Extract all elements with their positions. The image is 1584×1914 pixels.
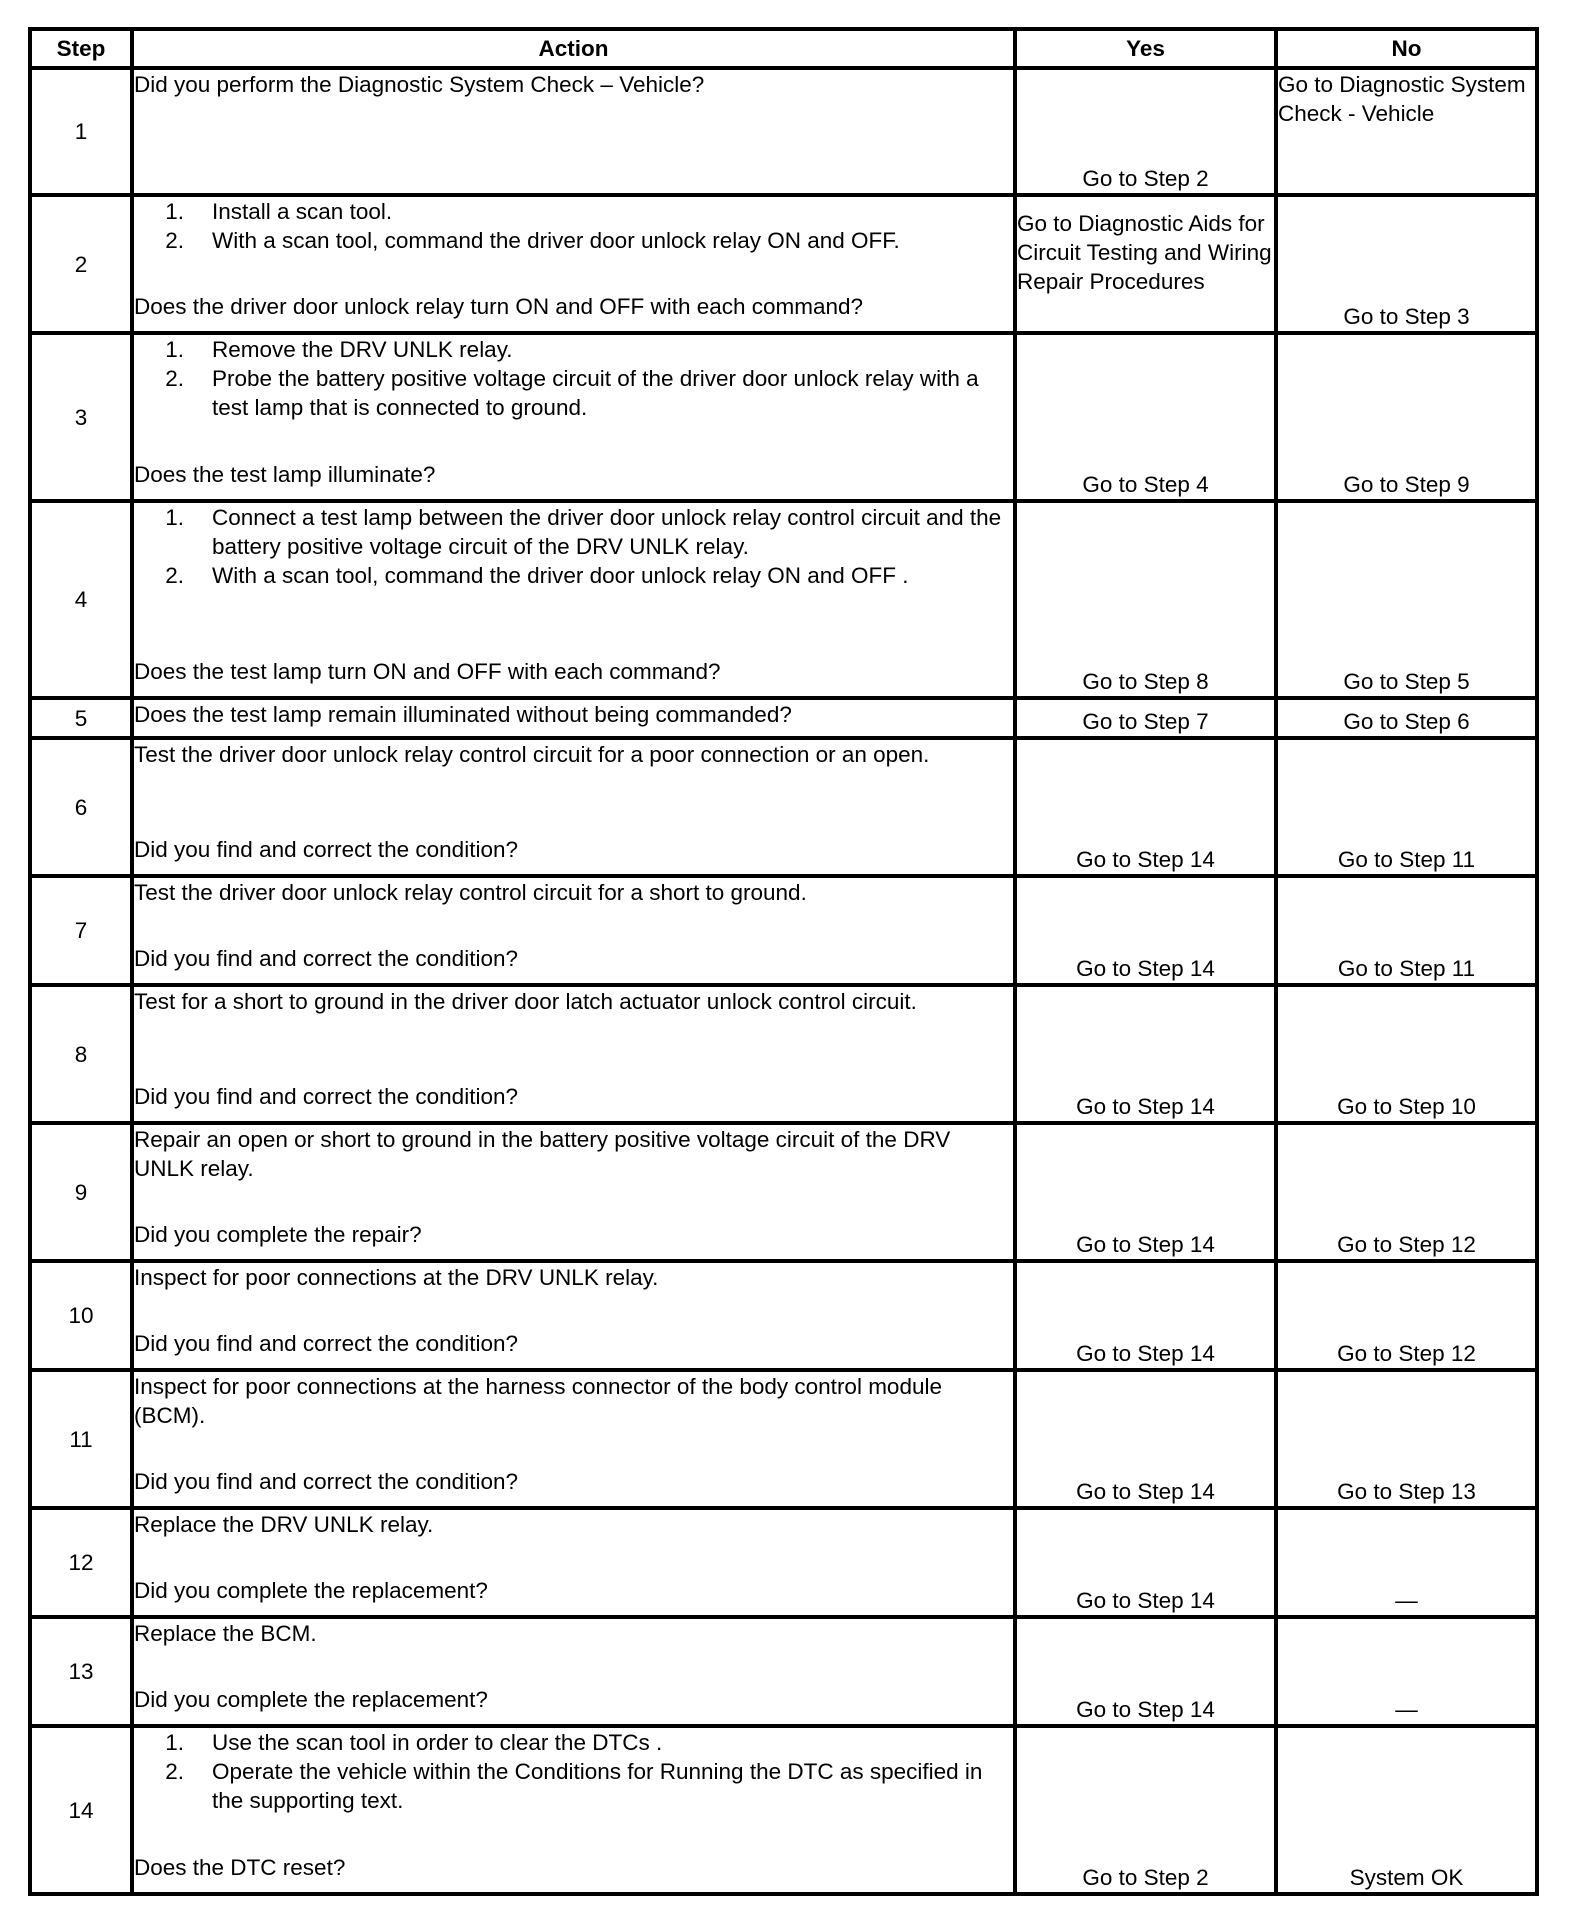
action-text: Test the driver door unlock relay control circuit for a short to ground. (134, 880, 807, 905)
no-answer: Go to Step 6 (1276, 698, 1537, 738)
list-item-text: Probe the battery positive voltage circuit of the driver door unlock relay with a test lamp that is connected to ground. (212, 366, 979, 420)
action-cell (132, 1123, 1015, 1261)
step-number: 12 (30, 1508, 132, 1617)
list-item-text: Use the scan tool in order to clear the DTCs . (212, 1730, 663, 1755)
step-number: 6 (30, 738, 132, 876)
step-number: 10 (30, 1261, 132, 1370)
action-cell (132, 333, 1015, 501)
list-item-text: Operate the vehicle within the Conditions for Running the DTC as specified in the supporting text. (212, 1759, 983, 1813)
list-item-text: Remove the DRV UNLK relay. (212, 337, 513, 362)
no-answer: Go to Step 10 (1276, 985, 1537, 1123)
numbered-list (134, 335, 1013, 422)
header-no: No (1276, 29, 1537, 68)
action-cell (132, 738, 1015, 876)
action-text: Repair an open or short to ground in the battery positive voltage circuit of the DRV UNLK relay. (134, 1127, 951, 1181)
header-yes: Yes (1015, 29, 1276, 68)
action-question: Does the DTC reset? (134, 1855, 346, 1880)
no-answer: Go to Step 11 (1276, 738, 1537, 876)
list-item-number: 1. (165, 1730, 184, 1755)
step-number: 3 (30, 333, 132, 501)
yes-answer: Go to Step 2 (1015, 1726, 1276, 1894)
action-question: Did you complete the replacement? (134, 1578, 488, 1603)
numbered-list (134, 1728, 1013, 1815)
yes-answer: Go to Step 4 (1015, 333, 1276, 501)
step-number: 4 (30, 501, 132, 698)
yes-answer: Go to Step 7 (1015, 698, 1276, 738)
table-row (30, 985, 1537, 1123)
yes-answer: Go to Step 14 (1015, 1617, 1276, 1726)
action-cell (132, 1261, 1015, 1370)
action-cell (132, 985, 1015, 1123)
list-item-text: With a scan tool, command the driver door unlock relay ON and OFF . (212, 563, 909, 588)
header-action: Action (132, 29, 1015, 68)
table-row (30, 1123, 1537, 1261)
yes-answer: Go to Step 14 (1015, 1370, 1276, 1508)
no-answer: System OK (1276, 1726, 1537, 1894)
action-cell (132, 1617, 1015, 1726)
table-row (30, 195, 1537, 333)
table-row (30, 1261, 1537, 1370)
action-cell (132, 698, 1015, 738)
header-row (30, 29, 1537, 68)
diagnostic-table (28, 27, 1539, 1896)
yes-answer: Go to Step 14 (1015, 1508, 1276, 1617)
list-item-number: 2. (165, 563, 184, 588)
yes-answer: Go to Step 14 (1015, 985, 1276, 1123)
list-item (134, 335, 1013, 364)
action-text: Test for a short to ground in the driver door latch actuator unlock control circuit. (134, 989, 917, 1014)
yes-answer: Go to Step 14 (1015, 1123, 1276, 1261)
list-item-number: 1. (165, 337, 184, 362)
action-text: Did you perform the Diagnostic System Check – Vehicle? (134, 72, 705, 97)
no-answer: — (1276, 1508, 1537, 1617)
no-answer: Go to Step 5 (1276, 501, 1537, 698)
table-row (30, 1508, 1537, 1617)
action-cell (132, 195, 1015, 333)
yes-answer: Go to Step 14 (1015, 1261, 1276, 1370)
table-row (30, 738, 1537, 876)
numbered-list (134, 197, 1013, 255)
action-question: Did you complete the repair? (134, 1222, 422, 1247)
numbered-list (134, 503, 1013, 590)
step-number: 1 (30, 68, 132, 195)
list-item-number: 2. (165, 366, 184, 391)
list-item-number: 1. (165, 505, 184, 530)
list-item (134, 1757, 1013, 1815)
action-question: Did you find and correct the condition? (134, 837, 518, 862)
step-number: 11 (30, 1370, 132, 1508)
step-number: 9 (30, 1123, 132, 1261)
action-cell (132, 68, 1015, 195)
header-step: Step (30, 29, 132, 68)
action-question: Does the driver door unlock relay turn ON and OFF with each command? (134, 294, 864, 319)
list-item-text: With a scan tool, command the driver door unlock relay ON and OFF. (212, 228, 900, 253)
action-cell (132, 1726, 1015, 1894)
table-row (30, 1726, 1537, 1894)
list-item-text: Install a scan tool. (212, 199, 393, 224)
action-cell (132, 1370, 1015, 1508)
list-item-number: 1. (165, 199, 184, 224)
no-answer: Go to Step 13 (1276, 1370, 1537, 1508)
no-answer: Go to Step 12 (1276, 1123, 1537, 1261)
action-cell (132, 876, 1015, 985)
action-question: Did you complete the replacement? (134, 1687, 488, 1712)
step-number: 2 (30, 195, 132, 333)
step-number: 7 (30, 876, 132, 985)
no-answer: — (1276, 1617, 1537, 1726)
list-item-number: 2. (165, 228, 184, 253)
action-question: Did you find and correct the condition? (134, 1469, 518, 1494)
action-text: Replace the BCM. (134, 1621, 317, 1646)
action-question: Does the test lamp turn ON and OFF with each command? (134, 659, 721, 684)
list-item (134, 561, 1013, 590)
step-number: 13 (30, 1617, 132, 1726)
action-cell (132, 1508, 1015, 1617)
action-text: Replace the DRV UNLK relay. (134, 1512, 434, 1537)
action-question: Did you find and correct the condition? (134, 1084, 518, 1109)
list-item (134, 503, 1013, 561)
action-text: Inspect for poor connections at the DRV UNLK relay. (134, 1265, 659, 1290)
action-cell (132, 501, 1015, 698)
list-item-number: 2. (165, 1759, 184, 1784)
list-item (134, 364, 1013, 422)
list-item-text: Connect a test lamp between the driver door unlock relay control circuit and the battery positive voltage circuit of the DRV UNLK relay. (212, 505, 1002, 559)
table-row (30, 501, 1537, 698)
step-number: 8 (30, 985, 132, 1123)
step-number: 5 (30, 698, 132, 738)
action-text: Does the test lamp remain illuminated without being commanded? (134, 702, 792, 727)
table-row (30, 1370, 1537, 1508)
list-item (134, 1728, 1013, 1757)
table-row (30, 876, 1537, 985)
no-answer: Go to Step 12 (1276, 1261, 1537, 1370)
no-answer: Go to Step 3 (1276, 195, 1537, 333)
action-question: Did you find and correct the condition? (134, 946, 518, 971)
no-answer: Go to Step 9 (1276, 333, 1537, 501)
no-answer: Go to Step 11 (1276, 876, 1537, 985)
table-row (30, 333, 1537, 501)
yes-answer: Go to Step 14 (1015, 738, 1276, 876)
action-question: Did you find and correct the condition? (134, 1331, 518, 1356)
table-row (30, 1617, 1537, 1726)
action-text: Test the driver door unlock relay control circuit for a poor connection or an open. (134, 742, 930, 767)
list-item (134, 226, 1013, 255)
yes-answer: Go to Step 8 (1015, 501, 1276, 698)
yes-answer: Go to Step 14 (1015, 876, 1276, 985)
no-answer: Go to Diagnostic System Check - Vehicle (1276, 68, 1537, 195)
table-row (30, 68, 1537, 195)
step-number: 14 (30, 1726, 132, 1894)
table-row (30, 698, 1537, 738)
yes-answer: Go to Diagnostic Aids for Circuit Testing and Wiring Repair Procedures (1015, 195, 1276, 333)
action-question: Does the test lamp illuminate? (134, 462, 436, 487)
action-text: Inspect for poor connections at the harness connector of the body control module (BCM). (134, 1374, 942, 1428)
yes-answer: Go to Step 2 (1015, 68, 1276, 195)
list-item (134, 197, 1013, 226)
